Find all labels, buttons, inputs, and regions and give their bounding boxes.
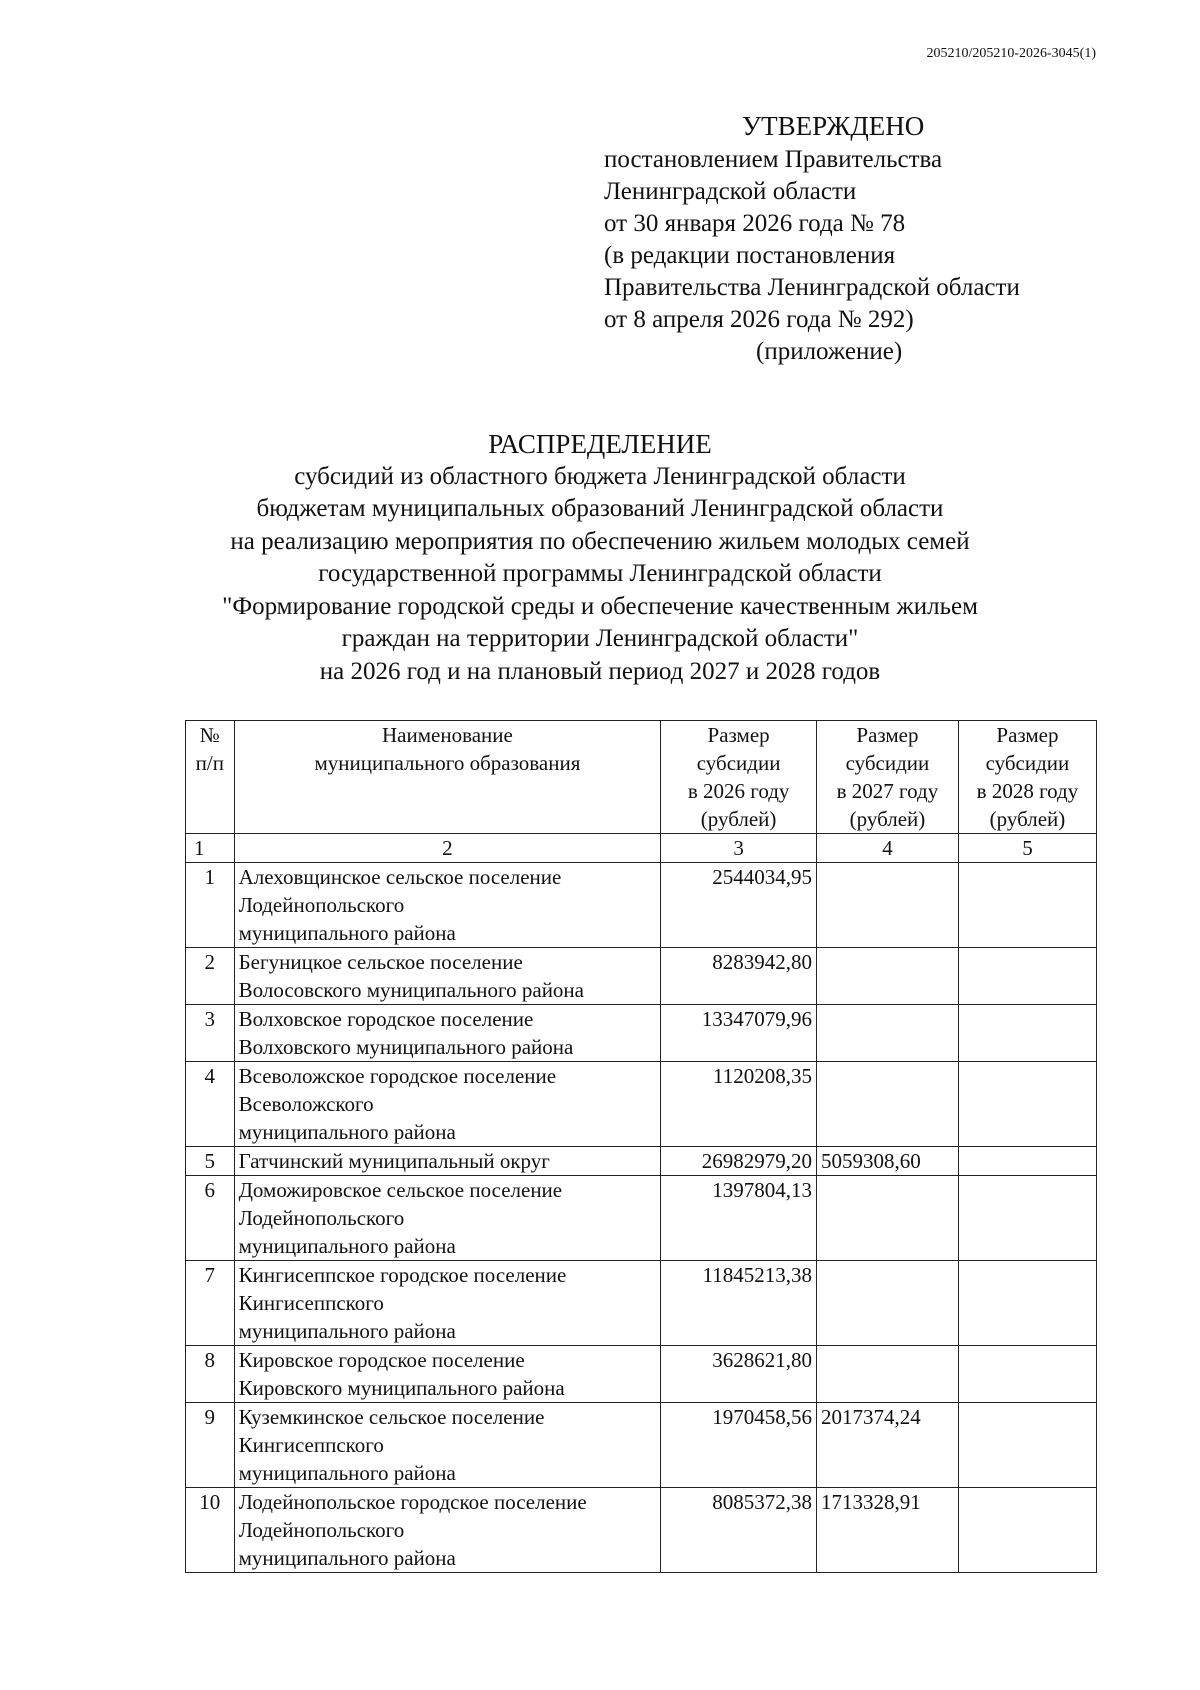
title-line: на реализацию мероприятия по обеспечению жильем молодых семей <box>230 527 970 555</box>
municipality-name-line: Кировского муниципального района <box>238 1376 565 1400</box>
subsidy-2028 <box>958 1488 1096 1573</box>
header-line: Размер <box>856 723 919 747</box>
table-row <box>186 948 1097 1005</box>
municipality-name-line: Куземкинское сельское поселение <box>238 1405 545 1429</box>
subsidy-2026: 13347079,96 <box>661 1005 817 1062</box>
municipality-name-line: Лодейнопольское городское поселение <box>238 1490 587 1514</box>
subsidy-2028 <box>958 1005 1096 1062</box>
subsidy-2026: 1397804,13 <box>661 1176 817 1261</box>
table-row <box>186 1005 1097 1062</box>
header-line: № <box>199 723 220 747</box>
header-line: муниципального образования <box>314 751 581 775</box>
approval-appendix: (приложение) <box>756 338 903 365</box>
subsidy-2027 <box>816 1346 958 1403</box>
municipality-name <box>234 1261 661 1346</box>
municipality-name-line: муниципального района <box>238 1234 456 1258</box>
table-row <box>186 863 1097 948</box>
column-number: 5 <box>958 834 1096 863</box>
subsidy-2027 <box>816 863 958 948</box>
header-2027 <box>816 721 958 834</box>
approval-heading: УТВЕРЖДЕНО <box>742 111 925 141</box>
table-row <box>186 1346 1097 1403</box>
row-number: 3 <box>186 1005 235 1062</box>
municipality-name-line: муниципального района <box>238 1546 456 1570</box>
municipality-name-line: Гатчинский муниципальный округ <box>238 1149 550 1173</box>
table-row <box>186 1261 1097 1346</box>
municipality-name-line: Всеволожского <box>238 1092 374 1116</box>
municipality-name-line: Лодейнопольского <box>238 893 405 917</box>
header-line: (рублей) <box>700 807 777 831</box>
subsidy-2027 <box>816 1062 958 1147</box>
row-number: 9 <box>186 1403 235 1488</box>
subsidy-2028 <box>958 863 1096 948</box>
table-row <box>186 1176 1097 1261</box>
table-row <box>186 1488 1097 1573</box>
subsidy-2028 <box>958 1261 1096 1346</box>
municipality-name-line: муниципального района <box>238 1461 456 1485</box>
header-line: в 2027 году <box>836 779 939 803</box>
approval-line: Правительства Ленинградской области <box>604 274 1020 301</box>
subsidy-2026: 1120208,35 <box>661 1062 817 1147</box>
row-number: 4 <box>186 1062 235 1147</box>
row-number: 1 <box>186 863 235 948</box>
subsidy-2026: 8283942,80 <box>661 948 817 1005</box>
municipality-name-line: Волховского муниципального района <box>238 1035 574 1059</box>
municipality-name-line: Кировское городское поселение <box>238 1348 525 1372</box>
table-row <box>186 1147 1097 1176</box>
title-line: бюджетам муниципальных образований Ленинградской области <box>256 495 944 522</box>
approval-line: постановлением Правительства <box>604 146 943 173</box>
municipality-name-line: Всеволожское городское поселение <box>238 1064 557 1088</box>
table-row <box>186 1403 1097 1488</box>
subsidy-2026: 2544034,95 <box>661 863 817 948</box>
subsidy-2028 <box>958 1062 1096 1147</box>
subsidy-2028 <box>958 948 1096 1005</box>
header-line: Наименование <box>382 723 513 747</box>
header-line: субсидии <box>985 751 1070 775</box>
approval-line: от 30 января 2026 года № 78 <box>604 210 906 237</box>
subsidy-2026: 8085372,38 <box>661 1488 817 1573</box>
municipality-name <box>234 1346 661 1403</box>
subsidy-2027 <box>816 948 958 1005</box>
header-line: субсидии <box>845 751 930 775</box>
subsidy-2026: 11845213,38 <box>661 1261 817 1346</box>
municipality-name <box>234 1062 661 1147</box>
subsidy-table <box>185 720 1097 1573</box>
municipality-name-line: Волховское городское поселение <box>238 1007 534 1031</box>
header-line: Размер <box>707 723 770 747</box>
municipality-name-line: Кингисеппское городское поселение <box>238 1263 567 1287</box>
subsidy-2026: 26982979,20 <box>661 1147 817 1176</box>
municipality-name <box>234 948 661 1005</box>
approval-block <box>604 110 1020 368</box>
approval-line: от 8 апреля 2026 года № 292) <box>604 306 914 333</box>
municipality-name-line: Лодейнопольского <box>238 1206 405 1230</box>
municipality-name-line: Алеховщинское сельское поселение <box>238 865 562 889</box>
municipality-name-line: Лодейнопольского <box>238 1518 405 1542</box>
row-number: 2 <box>186 948 235 1005</box>
approval-line: (в редакции постановления <box>604 242 896 269</box>
subsidy-2027 <box>816 1176 958 1261</box>
subsidy-2026: 1970458,56 <box>661 1403 817 1488</box>
subsidy-2027 <box>816 1005 958 1062</box>
subsidy-2028 <box>958 1176 1096 1261</box>
document-title <box>0 428 1200 688</box>
subsidy-2028 <box>958 1403 1096 1488</box>
row-number: 5 <box>186 1147 235 1176</box>
row-number: 10 <box>186 1488 235 1573</box>
title-line: на 2026 год и на плановый период 2027 и 2028 годов <box>319 657 881 685</box>
header-line: Размер <box>996 723 1059 747</box>
subsidy-2028 <box>958 1147 1096 1176</box>
header-line: п/п <box>195 751 224 775</box>
column-number: 4 <box>816 834 958 863</box>
table-row <box>186 1062 1097 1147</box>
subsidy-2027: 2017374,24 <box>816 1403 958 1488</box>
municipality-name-line: Бегуницкое сельское поселение <box>238 950 523 974</box>
title-line: субсидий из областного бюджета Ленинградской области <box>294 462 906 490</box>
row-number: 8 <box>186 1346 235 1403</box>
municipality-name-line: Кингисеппского <box>238 1433 384 1457</box>
municipality-name-line: Волосовского муниципального района <box>238 978 584 1002</box>
header-2026 <box>661 721 817 834</box>
header-name <box>234 721 661 834</box>
header-line: (рублей) <box>849 807 926 831</box>
subsidy-2026: 3628621,80 <box>661 1346 817 1403</box>
header-number <box>186 721 235 834</box>
header-line: (рублей) <box>989 807 1066 831</box>
municipality-name <box>234 1005 661 1062</box>
header-line: субсидии <box>696 751 781 775</box>
subsidy-2027: 1713328,91 <box>816 1488 958 1573</box>
municipality-name-line: муниципального района <box>238 1319 456 1343</box>
header-line: в 2026 году <box>687 779 790 803</box>
title-line: граждан на территории Ленинградской области" <box>341 625 859 652</box>
title-line: "Формирование городской среды и обеспечение качественным жильем <box>222 592 978 620</box>
column-number: 2 <box>234 834 661 863</box>
header-2028 <box>958 721 1096 834</box>
municipality-name-line: Кингисеппского <box>238 1291 384 1315</box>
municipality-name-line: муниципального района <box>238 1120 456 1144</box>
municipality-name <box>234 1147 661 1176</box>
subsidy-2027: 5059308,60 <box>816 1147 958 1176</box>
municipality-name-line: муниципального района <box>238 921 456 945</box>
municipality-name <box>234 1488 661 1573</box>
municipality-name-line: Доможировское сельское поселение <box>238 1178 563 1202</box>
title-line: государственной программы Ленинградской области <box>318 560 882 587</box>
row-number: 7 <box>186 1261 235 1346</box>
subsidy-2028 <box>958 1346 1096 1403</box>
row-number: 6 <box>186 1176 235 1261</box>
approval-line: Ленинградской области <box>604 178 857 205</box>
municipality-name <box>234 863 661 948</box>
municipality-name <box>234 1403 661 1488</box>
header-line: в 2028 году <box>976 779 1079 803</box>
municipality-name <box>234 1176 661 1261</box>
column-number-row <box>186 834 1097 863</box>
title-main: РАСПРЕДЕЛЕНИЕ <box>488 429 712 459</box>
table-header-row <box>186 721 1097 834</box>
subsidy-2027 <box>816 1261 958 1346</box>
column-number: 3 <box>661 834 817 863</box>
document-id: 205210/205210-2026-3045(1) <box>926 46 1096 61</box>
column-number: 1 <box>186 834 235 863</box>
